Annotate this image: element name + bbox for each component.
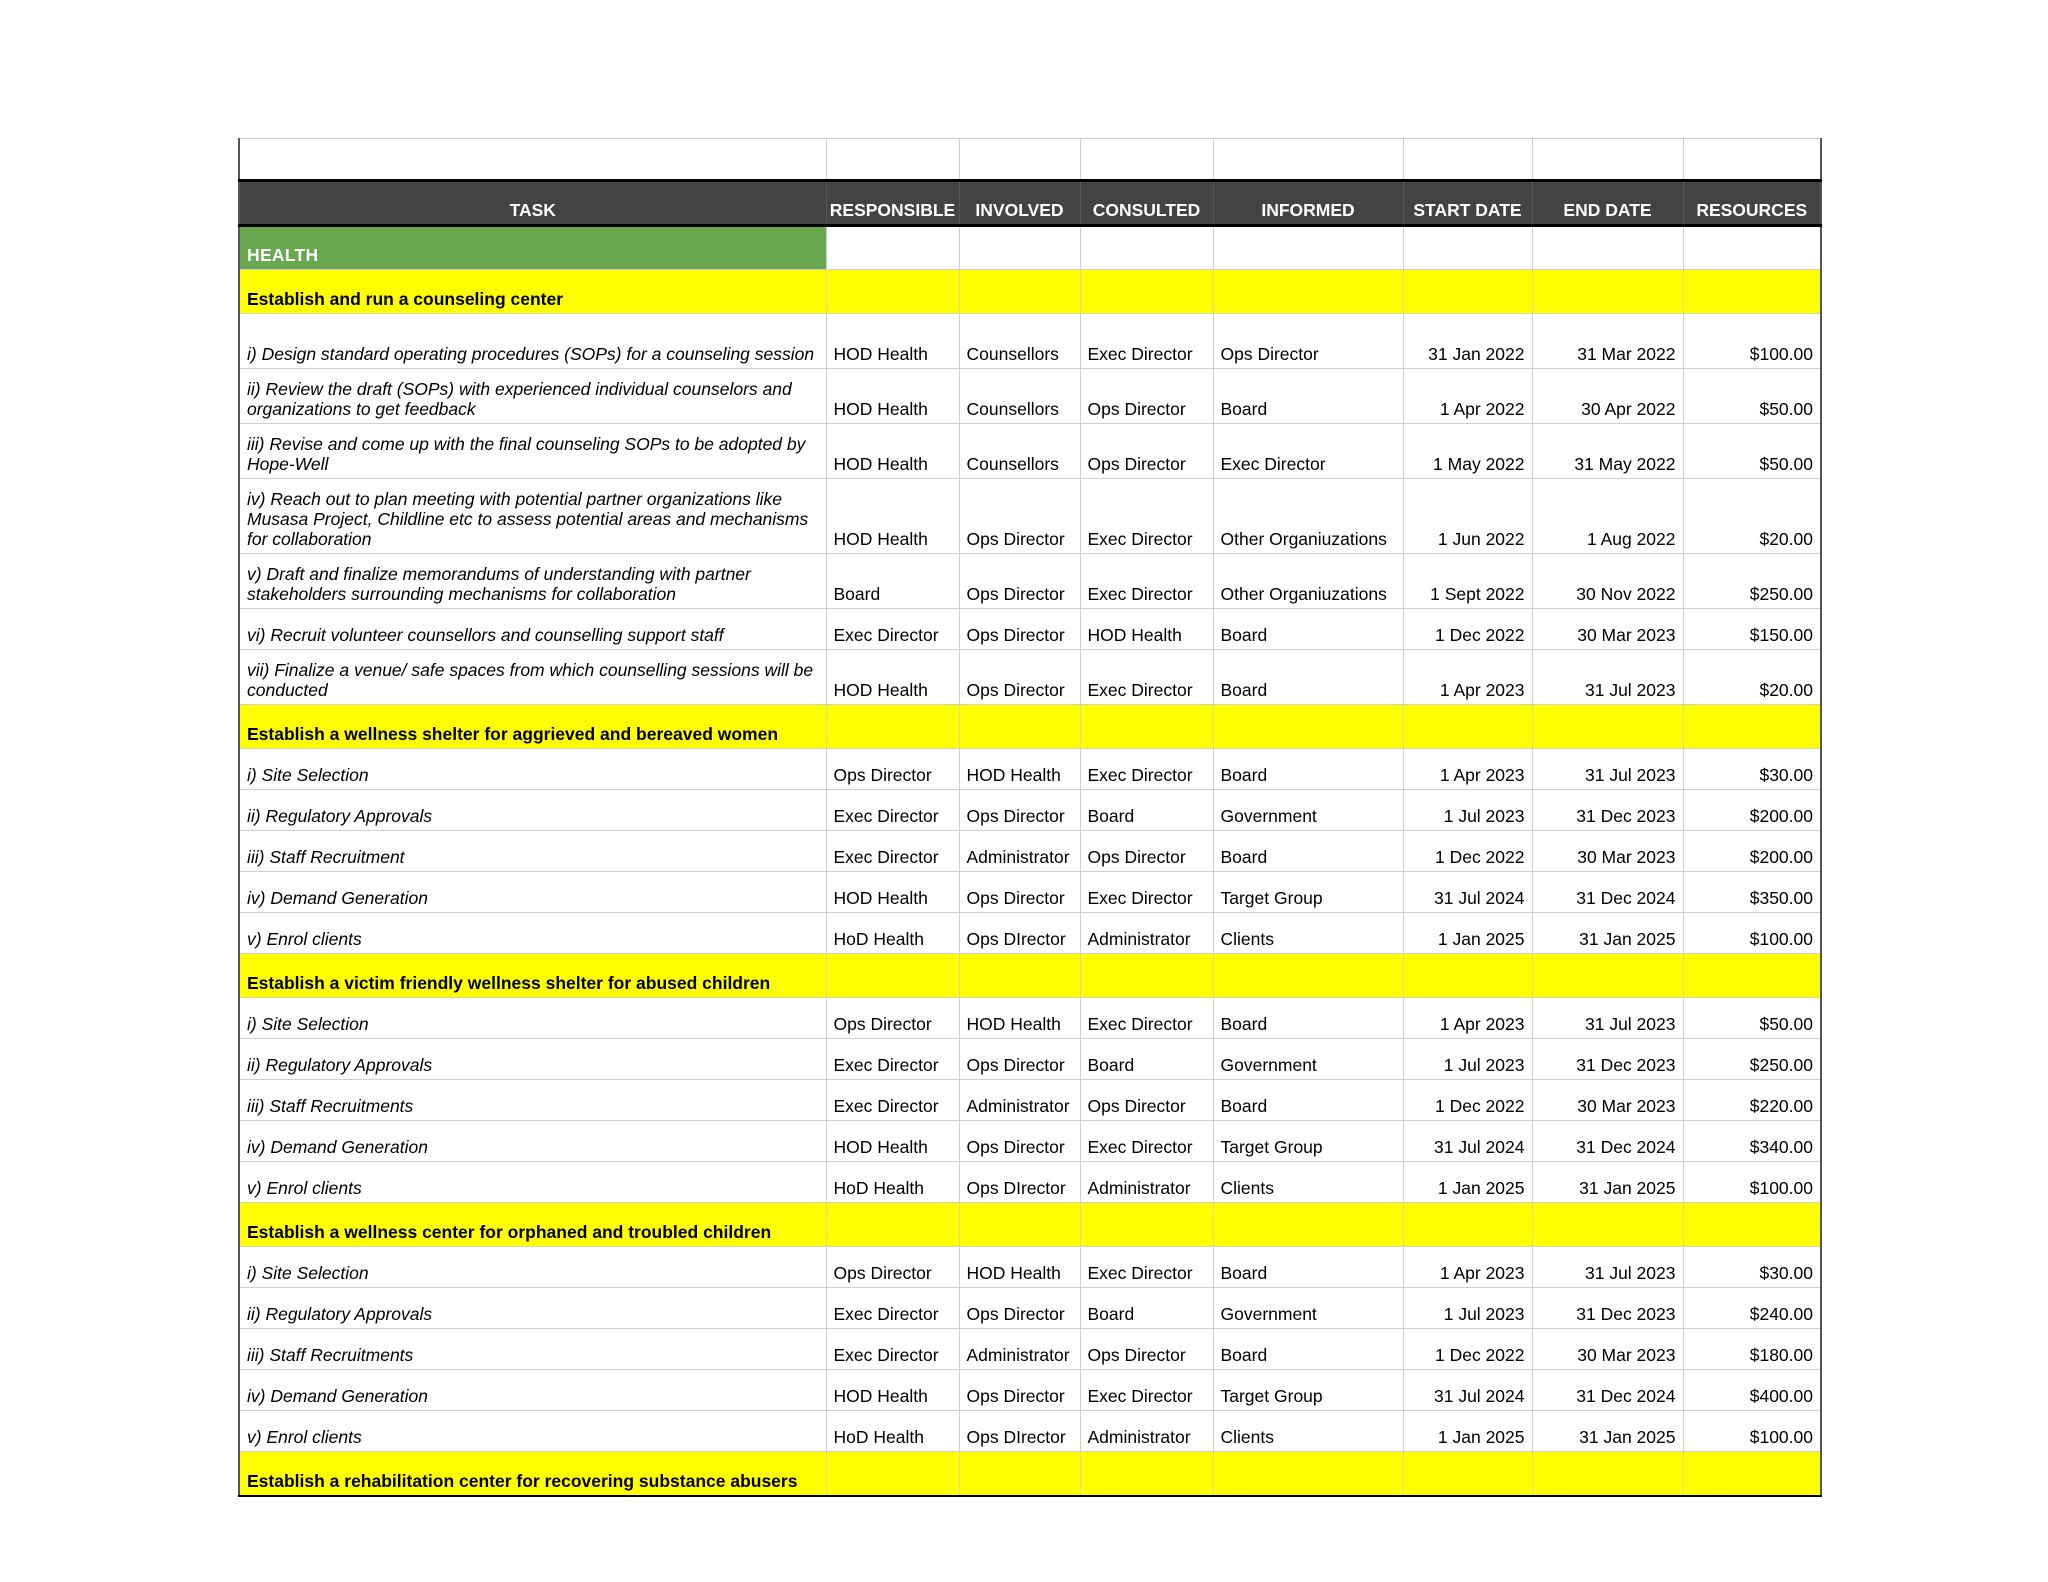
resources-cell[interactable]: $30.00: [1683, 1247, 1821, 1288]
involved-cell[interactable]: Counsellors: [959, 369, 1080, 424]
end-date-cell[interactable]: 31 Mar 2022: [1532, 314, 1683, 369]
cell[interactable]: [1080, 954, 1213, 998]
cell[interactable]: [1403, 1203, 1532, 1247]
responsible-cell[interactable]: HOD Health: [826, 872, 959, 913]
cell[interactable]: [826, 270, 959, 314]
cell[interactable]: [826, 705, 959, 749]
resources-cell[interactable]: $220.00: [1683, 1080, 1821, 1121]
informed-cell[interactable]: Target Group: [1213, 1370, 1403, 1411]
header-consulted[interactable]: CONSULTED: [1080, 181, 1213, 226]
cell[interactable]: [1403, 139, 1532, 181]
group-title[interactable]: Establish a wellness shelter for aggrieved and bereaved women: [239, 705, 826, 749]
table-row: [239, 314, 1821, 369]
table-row: [239, 554, 1821, 609]
table-row: [239, 913, 1821, 954]
cell[interactable]: [1532, 139, 1683, 181]
table-row: [239, 998, 1821, 1039]
cell[interactable]: [1683, 705, 1821, 749]
informed-cell[interactable]: Board: [1213, 650, 1403, 705]
end-date-cell[interactable]: 1 Aug 2022: [1532, 479, 1683, 554]
end-date-cell[interactable]: 31 Dec 2023: [1532, 1039, 1683, 1080]
informed-cell[interactable]: Board: [1213, 998, 1403, 1039]
cell[interactable]: [1080, 1452, 1213, 1497]
start-date-cell[interactable]: 1 Apr 2023: [1403, 1247, 1532, 1288]
resources-cell[interactable]: $240.00: [1683, 1288, 1821, 1329]
cell[interactable]: [1532, 1452, 1683, 1497]
start-date-cell[interactable]: 1 Jan 2025: [1403, 1411, 1532, 1452]
consulted-cell[interactable]: Ops Director: [1080, 1329, 1213, 1370]
end-date-cell[interactable]: 31 Jul 2023: [1532, 749, 1683, 790]
informed-cell[interactable]: Exec Director: [1213, 424, 1403, 479]
resources-cell[interactable]: $100.00: [1683, 1162, 1821, 1203]
informed-cell[interactable]: Board: [1213, 1329, 1403, 1370]
responsible-cell[interactable]: HOD Health: [826, 479, 959, 554]
resources-cell[interactable]: $50.00: [1683, 424, 1821, 479]
responsible-cell[interactable]: HoD Health: [826, 913, 959, 954]
informed-cell[interactable]: Clients: [1213, 1411, 1403, 1452]
involved-cell[interactable]: HOD Health: [959, 1247, 1080, 1288]
group-row: [239, 1203, 1821, 1247]
task-cell[interactable]: iii) Staff Recruitments: [239, 1329, 826, 1370]
task-cell[interactable]: ii) Review the draft (SOPs) with experienced individual counselors and organizations to get feedback: [239, 369, 826, 424]
informed-cell[interactable]: Clients: [1213, 913, 1403, 954]
responsible-cell[interactable]: Exec Director: [826, 1288, 959, 1329]
involved-cell[interactable]: Ops Director: [959, 790, 1080, 831]
table-row: [239, 479, 1821, 554]
consulted-cell[interactable]: Exec Director: [1080, 872, 1213, 913]
responsible-cell[interactable]: Exec Director: [826, 831, 959, 872]
informed-cell[interactable]: Government: [1213, 1288, 1403, 1329]
consulted-cell[interactable]: HOD Health: [1080, 609, 1213, 650]
start-date-cell[interactable]: 1 Jan 2025: [1403, 913, 1532, 954]
task-cell[interactable]: ii) Regulatory Approvals: [239, 790, 826, 831]
table-row: [239, 1121, 1821, 1162]
cell[interactable]: [1213, 139, 1403, 181]
informed-cell[interactable]: Other Organiuzations: [1213, 479, 1403, 554]
table-row: [239, 872, 1821, 913]
cell[interactable]: [1683, 954, 1821, 998]
group-title[interactable]: Establish and run a counseling center: [239, 270, 826, 314]
group-title[interactable]: Establish a rehabilitation center for recovering substance abusers: [239, 1452, 826, 1497]
task-cell[interactable]: iv) Demand Generation: [239, 1370, 826, 1411]
informed-cell[interactable]: Government: [1213, 790, 1403, 831]
group-row: [239, 270, 1821, 314]
end-date-cell[interactable]: 31 Jul 2023: [1532, 998, 1683, 1039]
start-date-cell[interactable]: 31 Jul 2024: [1403, 872, 1532, 913]
informed-cell[interactable]: Ops Director: [1213, 314, 1403, 369]
responsible-cell[interactable]: Exec Director: [826, 1329, 959, 1370]
responsible-cell[interactable]: Ops Director: [826, 998, 959, 1039]
resources-cell[interactable]: $20.00: [1683, 479, 1821, 554]
start-date-cell[interactable]: 1 Apr 2022: [1403, 369, 1532, 424]
resources-cell[interactable]: $50.00: [1683, 998, 1821, 1039]
informed-cell[interactable]: Board: [1213, 749, 1403, 790]
table-row: [239, 1329, 1821, 1370]
task-cell[interactable]: ii) Regulatory Approvals: [239, 1288, 826, 1329]
involved-cell[interactable]: Administrator: [959, 1329, 1080, 1370]
table-row: [239, 1080, 1821, 1121]
task-cell[interactable]: v) Draft and finalize memorandums of understanding with partner stakeholders surrounding mechanisms for collaboration: [239, 554, 826, 609]
header-end-date[interactable]: END DATE: [1532, 181, 1683, 226]
cell[interactable]: [826, 954, 959, 998]
involved-cell[interactable]: Ops Director: [959, 1039, 1080, 1080]
cell[interactable]: [959, 705, 1080, 749]
resources-cell[interactable]: $30.00: [1683, 749, 1821, 790]
resources-cell[interactable]: $100.00: [1683, 314, 1821, 369]
end-date-cell[interactable]: 31 Dec 2023: [1532, 1288, 1683, 1329]
header-resources[interactable]: RESOURCES: [1683, 181, 1821, 226]
end-date-cell[interactable]: 31 Jul 2023: [1532, 1247, 1683, 1288]
task-cell[interactable]: v) Enrol clients: [239, 1411, 826, 1452]
responsible-cell[interactable]: HoD Health: [826, 1162, 959, 1203]
header-row: [239, 181, 1821, 226]
table-row: [239, 1288, 1821, 1329]
start-date-cell[interactable]: 1 Jan 2025: [1403, 1162, 1532, 1203]
consulted-cell[interactable]: Exec Director: [1080, 749, 1213, 790]
cell[interactable]: [1532, 1203, 1683, 1247]
header-responsible[interactable]: RESPONSIBLE: [826, 181, 959, 226]
cell[interactable]: [1403, 1452, 1532, 1497]
end-date-cell[interactable]: 30 Apr 2022: [1532, 369, 1683, 424]
involved-cell[interactable]: Ops DIrector: [959, 1411, 1080, 1452]
involved-cell[interactable]: Ops DIrector: [959, 1162, 1080, 1203]
responsible-cell[interactable]: HoD Health: [826, 1411, 959, 1452]
cell[interactable]: [959, 954, 1080, 998]
involved-cell[interactable]: Ops Director: [959, 1288, 1080, 1329]
informed-cell[interactable]: Government: [1213, 1039, 1403, 1080]
responsible-cell[interactable]: Exec Director: [826, 609, 959, 650]
task-cell[interactable]: iv) Demand Generation: [239, 872, 826, 913]
group-row: [239, 954, 1821, 998]
resources-cell[interactable]: $100.00: [1683, 1411, 1821, 1452]
cell[interactable]: [1683, 1452, 1821, 1497]
cell[interactable]: [1683, 270, 1821, 314]
task-cell[interactable]: i) Site Selection: [239, 1247, 826, 1288]
end-date-cell[interactable]: 31 Dec 2024: [1532, 1121, 1683, 1162]
blank-row: [239, 139, 1821, 181]
consulted-cell[interactable]: Exec Director: [1080, 998, 1213, 1039]
responsible-cell[interactable]: Exec Director: [826, 790, 959, 831]
cell[interactable]: [1683, 1203, 1821, 1247]
cell[interactable]: [1532, 270, 1683, 314]
responsible-cell[interactable]: HOD Health: [826, 424, 959, 479]
end-date-cell[interactable]: 31 Jan 2025: [1532, 913, 1683, 954]
section-label[interactable]: HEALTH: [239, 226, 826, 270]
cell[interactable]: [1080, 270, 1213, 314]
resources-cell[interactable]: $50.00: [1683, 369, 1821, 424]
table-row: [239, 790, 1821, 831]
cell[interactable]: [1213, 1203, 1403, 1247]
start-date-cell[interactable]: 31 Jan 2022: [1403, 314, 1532, 369]
consulted-cell[interactable]: Administrator: [1080, 1411, 1213, 1452]
task-cell[interactable]: iv) Reach out to plan meeting with potential partner organizations like Musasa Project, Childline etc to assess potential areas and mechanisms for collaboration: [239, 479, 826, 554]
involved-cell[interactable]: Counsellors: [959, 424, 1080, 479]
cell[interactable]: [959, 270, 1080, 314]
resources-cell[interactable]: $20.00: [1683, 650, 1821, 705]
cell[interactable]: [1683, 226, 1821, 270]
resources-cell[interactable]: $250.00: [1683, 554, 1821, 609]
consulted-cell[interactable]: Board: [1080, 790, 1213, 831]
consulted-cell[interactable]: Exec Director: [1080, 650, 1213, 705]
cell[interactable]: [1080, 226, 1213, 270]
start-date-cell[interactable]: 1 Jul 2023: [1403, 790, 1532, 831]
resources-cell[interactable]: $340.00: [1683, 1121, 1821, 1162]
cell[interactable]: [959, 1452, 1080, 1497]
resources-cell[interactable]: $200.00: [1683, 831, 1821, 872]
task-cell[interactable]: vi) Recruit volunteer counsellors and counselling support staff: [239, 609, 826, 650]
end-date-cell[interactable]: 31 May 2022: [1532, 424, 1683, 479]
table-row: [239, 609, 1821, 650]
responsible-cell[interactable]: Exec Director: [826, 1039, 959, 1080]
involved-cell[interactable]: Administrator: [959, 1080, 1080, 1121]
cell[interactable]: [1532, 226, 1683, 270]
end-date-cell[interactable]: 31 Dec 2024: [1532, 872, 1683, 913]
group-title[interactable]: Establish a victim friendly wellness shelter for abused children: [239, 954, 826, 998]
cell[interactable]: [826, 226, 959, 270]
resources-cell[interactable]: $150.00: [1683, 609, 1821, 650]
task-cell[interactable]: iii) Staff Recruitment: [239, 831, 826, 872]
consulted-cell[interactable]: Ops Director: [1080, 424, 1213, 479]
involved-cell[interactable]: HOD Health: [959, 998, 1080, 1039]
end-date-cell[interactable]: 30 Nov 2022: [1532, 554, 1683, 609]
table-row: [239, 1247, 1821, 1288]
informed-cell[interactable]: Board: [1213, 609, 1403, 650]
involved-cell[interactable]: Ops Director: [959, 479, 1080, 554]
task-cell[interactable]: ii) Regulatory Approvals: [239, 1039, 826, 1080]
consulted-cell[interactable]: Board: [1080, 1039, 1213, 1080]
start-date-cell[interactable]: 1 Apr 2023: [1403, 998, 1532, 1039]
consulted-cell[interactable]: Exec Director: [1080, 1370, 1213, 1411]
cell[interactable]: [1403, 705, 1532, 749]
end-date-cell[interactable]: 31 Dec 2024: [1532, 1370, 1683, 1411]
start-date-cell[interactable]: 31 Jul 2024: [1403, 1121, 1532, 1162]
end-date-cell[interactable]: 30 Mar 2023: [1532, 609, 1683, 650]
start-date-cell[interactable]: 1 Jul 2023: [1403, 1288, 1532, 1329]
start-date-cell[interactable]: 1 Apr 2023: [1403, 650, 1532, 705]
task-cell[interactable]: i) Site Selection: [239, 998, 826, 1039]
consulted-cell[interactable]: Exec Director: [1080, 1121, 1213, 1162]
consulted-cell[interactable]: Exec Director: [1080, 554, 1213, 609]
header-start-date[interactable]: START DATE: [1403, 181, 1532, 226]
section-row: [239, 226, 1821, 270]
consulted-cell[interactable]: Administrator: [1080, 1162, 1213, 1203]
responsible-cell[interactable]: Ops Director: [826, 749, 959, 790]
involved-cell[interactable]: Ops Director: [959, 1121, 1080, 1162]
group-title[interactable]: Establish a wellness center for orphaned and troubled children: [239, 1203, 826, 1247]
header-informed[interactable]: INFORMED: [1213, 181, 1403, 226]
task-cell[interactable]: i) Design standard operating procedures (SOPs) for a counseling session: [239, 314, 826, 369]
cell[interactable]: [1213, 1452, 1403, 1497]
cell[interactable]: [1213, 226, 1403, 270]
cell[interactable]: [1403, 270, 1532, 314]
informed-cell[interactable]: Clients: [1213, 1162, 1403, 1203]
resources-cell[interactable]: $400.00: [1683, 1370, 1821, 1411]
start-date-cell[interactable]: 1 Jul 2023: [1403, 1039, 1532, 1080]
cell[interactable]: [239, 139, 826, 181]
cell[interactable]: [959, 139, 1080, 181]
consulted-cell[interactable]: Ops Director: [1080, 369, 1213, 424]
involved-cell[interactable]: Ops Director: [959, 609, 1080, 650]
responsible-cell[interactable]: HOD Health: [826, 650, 959, 705]
consulted-cell[interactable]: Ops Director: [1080, 1080, 1213, 1121]
start-date-cell[interactable]: 1 Dec 2022: [1403, 831, 1532, 872]
table-row: [239, 369, 1821, 424]
cell[interactable]: [1532, 705, 1683, 749]
responsible-cell[interactable]: Ops Director: [826, 1247, 959, 1288]
informed-cell[interactable]: Board: [1213, 369, 1403, 424]
cell[interactable]: [959, 226, 1080, 270]
task-cell[interactable]: iv) Demand Generation: [239, 1121, 826, 1162]
start-date-cell[interactable]: 1 May 2022: [1403, 424, 1532, 479]
cell[interactable]: [1080, 705, 1213, 749]
involved-cell[interactable]: Administrator: [959, 831, 1080, 872]
cell[interactable]: [826, 139, 959, 181]
resources-cell[interactable]: $350.00: [1683, 872, 1821, 913]
end-date-cell[interactable]: 30 Mar 2023: [1532, 1080, 1683, 1121]
start-date-cell[interactable]: 31 Jul 2024: [1403, 1370, 1532, 1411]
informed-cell[interactable]: Board: [1213, 831, 1403, 872]
table-row: [239, 424, 1821, 479]
header-task[interactable]: TASK: [239, 181, 826, 226]
spreadsheet-table: [238, 138, 1822, 1497]
end-date-cell[interactable]: 30 Mar 2023: [1532, 831, 1683, 872]
start-date-cell[interactable]: 1 Jun 2022: [1403, 479, 1532, 554]
task-cell[interactable]: i) Site Selection: [239, 749, 826, 790]
involved-cell[interactable]: Ops Director: [959, 872, 1080, 913]
end-date-cell[interactable]: 31 Jan 2025: [1532, 1411, 1683, 1452]
end-date-cell[interactable]: 31 Jul 2023: [1532, 650, 1683, 705]
group-row: [239, 705, 1821, 749]
start-date-cell[interactable]: 1 Dec 2022: [1403, 609, 1532, 650]
table-row: [239, 1411, 1821, 1452]
table-row: [239, 749, 1821, 790]
involved-cell[interactable]: Counsellors: [959, 314, 1080, 369]
involved-cell[interactable]: Ops DIrector: [959, 913, 1080, 954]
task-cell[interactable]: iii) Staff Recruitments: [239, 1080, 826, 1121]
cell[interactable]: [1213, 270, 1403, 314]
start-date-cell[interactable]: 1 Apr 2023: [1403, 749, 1532, 790]
header-involved[interactable]: INVOLVED: [959, 181, 1080, 226]
cell[interactable]: [826, 1452, 959, 1497]
cell[interactable]: [826, 1203, 959, 1247]
resources-cell[interactable]: $200.00: [1683, 790, 1821, 831]
table-row: [239, 1162, 1821, 1203]
informed-cell[interactable]: Target Group: [1213, 1121, 1403, 1162]
task-cell[interactable]: vii) Finalize a venue/ safe spaces from which counselling sessions will be conducted: [239, 650, 826, 705]
consulted-cell[interactable]: Exec Director: [1080, 314, 1213, 369]
resources-cell[interactable]: $250.00: [1683, 1039, 1821, 1080]
responsible-cell[interactable]: Exec Director: [826, 1080, 959, 1121]
responsible-cell[interactable]: Board: [826, 554, 959, 609]
table-row: [239, 831, 1821, 872]
consulted-cell[interactable]: Administrator: [1080, 913, 1213, 954]
cell[interactable]: [1403, 954, 1532, 998]
task-cell[interactable]: v) Enrol clients: [239, 1162, 826, 1203]
task-cell[interactable]: v) Enrol clients: [239, 913, 826, 954]
responsible-cell[interactable]: HOD Health: [826, 369, 959, 424]
informed-cell[interactable]: Board: [1213, 1080, 1403, 1121]
cell[interactable]: [1213, 954, 1403, 998]
start-date-cell[interactable]: 1 Sept 2022: [1403, 554, 1532, 609]
cell[interactable]: [1403, 226, 1532, 270]
cell[interactable]: [1213, 705, 1403, 749]
consulted-cell[interactable]: Exec Director: [1080, 1247, 1213, 1288]
consulted-cell[interactable]: Exec Director: [1080, 479, 1213, 554]
resources-cell[interactable]: $180.00: [1683, 1329, 1821, 1370]
informed-cell[interactable]: Other Organiuzations: [1213, 554, 1403, 609]
consulted-cell[interactable]: Board: [1080, 1288, 1213, 1329]
responsible-cell[interactable]: HOD Health: [826, 1121, 959, 1162]
consulted-cell[interactable]: Ops Director: [1080, 831, 1213, 872]
informed-cell[interactable]: Target Group: [1213, 872, 1403, 913]
cell[interactable]: [959, 1203, 1080, 1247]
responsible-cell[interactable]: HOD Health: [826, 1370, 959, 1411]
table-row: [239, 1039, 1821, 1080]
start-date-cell[interactable]: 1 Dec 2022: [1403, 1329, 1532, 1370]
responsible-cell[interactable]: HOD Health: [826, 314, 959, 369]
cell[interactable]: [1683, 139, 1821, 181]
table-row: [239, 650, 1821, 705]
involved-cell[interactable]: Ops Director: [959, 650, 1080, 705]
end-date-cell[interactable]: 31 Jan 2025: [1532, 1162, 1683, 1203]
informed-cell[interactable]: Board: [1213, 1247, 1403, 1288]
start-date-cell[interactable]: 1 Dec 2022: [1403, 1080, 1532, 1121]
cell[interactable]: [1532, 954, 1683, 998]
task-cell[interactable]: iii) Revise and come up with the final counseling SOPs to be adopted by Hope-Well: [239, 424, 826, 479]
resources-cell[interactable]: $100.00: [1683, 913, 1821, 954]
involved-cell[interactable]: Ops Director: [959, 554, 1080, 609]
cell[interactable]: [1080, 1203, 1213, 1247]
involved-cell[interactable]: HOD Health: [959, 749, 1080, 790]
end-date-cell[interactable]: 30 Mar 2023: [1532, 1329, 1683, 1370]
end-date-cell[interactable]: 31 Dec 2023: [1532, 790, 1683, 831]
cell[interactable]: [1080, 139, 1213, 181]
involved-cell[interactable]: Ops Director: [959, 1370, 1080, 1411]
table-row: [239, 1370, 1821, 1411]
group-row: [239, 1452, 1821, 1497]
